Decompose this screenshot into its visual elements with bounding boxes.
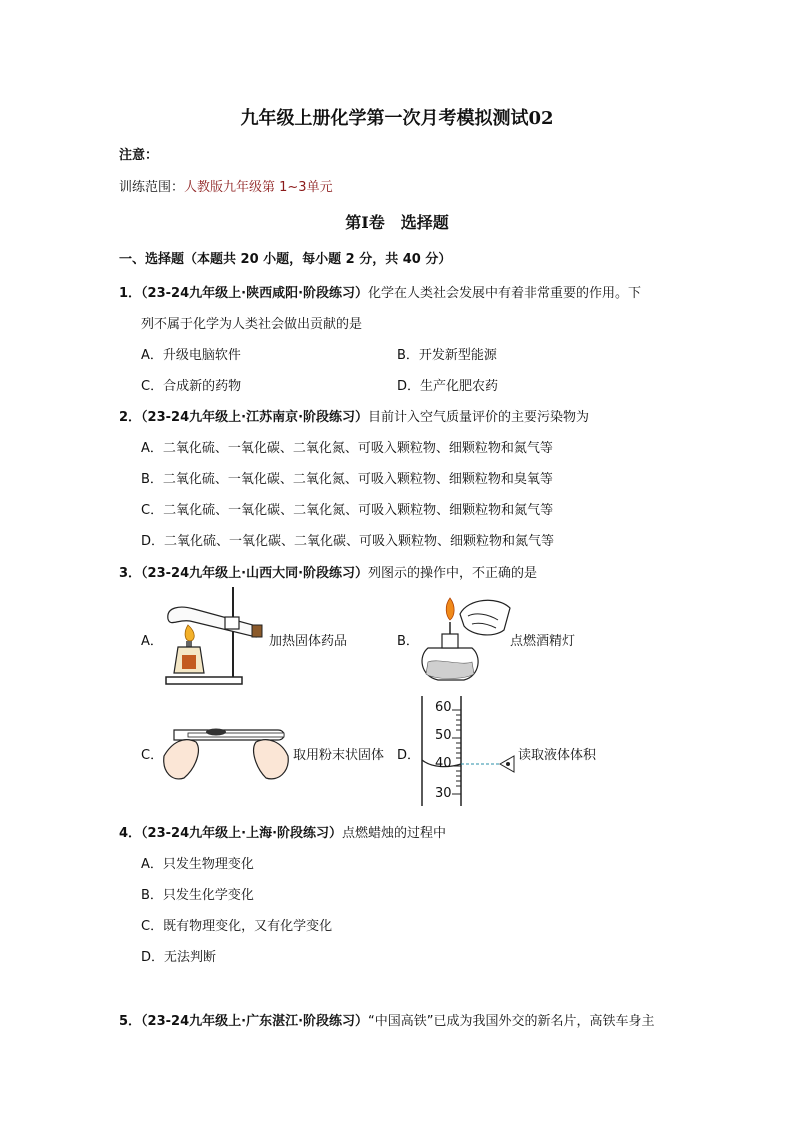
q2-option-c: C．二氧化硫、一氧化碳、二氧化氮、可吸入颗粒物、细颗粒物和氮气等	[141, 503, 554, 518]
scope-value: 人教版九年级第 1~3单元	[184, 180, 333, 195]
question-3-stem	[119, 562, 537, 581]
powder-solid-sampling-figure	[160, 712, 292, 784]
figure-c-letter: C．	[141, 748, 164, 763]
graduated-cylinder-figure	[414, 694, 524, 808]
question-5-stem	[119, 1010, 655, 1029]
question-text: 点燃蜡烛的过程中	[342, 826, 447, 841]
question-source: （23-24九年级上·陕西咸阳·阶段练习）	[141, 286, 369, 301]
question-number: 3．	[119, 566, 142, 581]
figure-a-caption: 加热固体药品	[269, 634, 348, 649]
q4-option-d: D．无法判断	[141, 950, 217, 965]
figure-b-letter: B．	[397, 634, 419, 649]
q1-option-d: D．生产化肥农药	[397, 379, 499, 394]
volume-title: 第Ⅰ卷 选择题	[345, 213, 449, 232]
question-source: （23-24九年级上·上海·阶段练习）	[141, 826, 343, 841]
question-source: （23-24九年级上·广东湛江·阶段练习）	[141, 1014, 369, 1029]
heating-solid-apparatus-figure	[160, 585, 270, 689]
section-heading: 一、选择题（本题共 20 小题，每小题 2 分，共 40 分）	[119, 252, 452, 267]
page-title: 九年级上册化学第一次月考模拟测试02	[240, 108, 554, 129]
q1-option-a: A．升级电脑软件	[141, 348, 241, 363]
question-text: “中国高铁”已成为我国外交的新名片，高铁车身主	[368, 1014, 655, 1029]
question-1-stem	[119, 282, 641, 301]
figure-d-caption: 读取液体体积	[518, 748, 597, 763]
q4-option-c: C．既有物理变化，又有化学变化	[141, 919, 333, 934]
cylinder-tick-40: 40	[435, 756, 452, 771]
question-1-stem-line2: 列不属于化学为人类社会做出贡献的是	[141, 317, 363, 332]
q2-option-a: A．二氧化硫、一氧化碳、二氧化氮、可吸入颗粒物、细颗粒物和氮气等	[141, 441, 553, 456]
question-number: 2．	[119, 410, 142, 425]
training-scope	[119, 176, 333, 195]
question-4-stem	[119, 822, 446, 841]
question-number: 4．	[119, 826, 142, 841]
question-2-stem	[119, 406, 589, 425]
question-number: 5．	[119, 1014, 142, 1029]
q4-option-b: B．只发生化学变化	[141, 888, 254, 903]
figure-d-letter: D．	[397, 748, 421, 763]
figure-a-letter: A．	[141, 634, 163, 649]
question-text: 化学在人类社会发展中有着非常重要的作用。下	[368, 286, 642, 301]
q4-option-a: A．只发生物理变化	[141, 857, 254, 872]
cylinder-tick-60: 60	[435, 700, 452, 715]
note-label: 注意：	[119, 148, 159, 163]
question-source: （23-24九年级上·山西大同·阶段练习）	[141, 566, 369, 581]
q2-option-b: B．二氧化硫、一氧化碳、二氧化氮、可吸入颗粒物、细颗粒物和臭氧等	[141, 472, 553, 487]
scope-label: 训练范围：	[119, 180, 185, 195]
question-number: 1．	[119, 286, 142, 301]
cylinder-tick-50: 50	[435, 728, 452, 743]
lighting-alcohol-lamp-figure	[414, 592, 514, 684]
q1-option-c: C．合成新的药物	[141, 379, 242, 394]
question-source: （23-24九年级上·江苏南京·阶段练习）	[141, 410, 369, 425]
q1-option-b: B．开发新型能源	[397, 348, 497, 363]
cylinder-tick-30: 30	[435, 786, 452, 801]
figure-c-caption: 取用粉末状固体	[293, 748, 385, 763]
question-text: 列图示的操作中，不正确的是	[368, 566, 538, 581]
figure-b-caption: 点燃酒精灯	[510, 634, 576, 649]
question-text: 目前计入空气质量评价的主要污染物为	[368, 410, 590, 425]
q2-option-d: D．二氧化硫、一氧化碳、二氧化碳、可吸入颗粒物、细颗粒物和氮气等	[141, 534, 555, 549]
